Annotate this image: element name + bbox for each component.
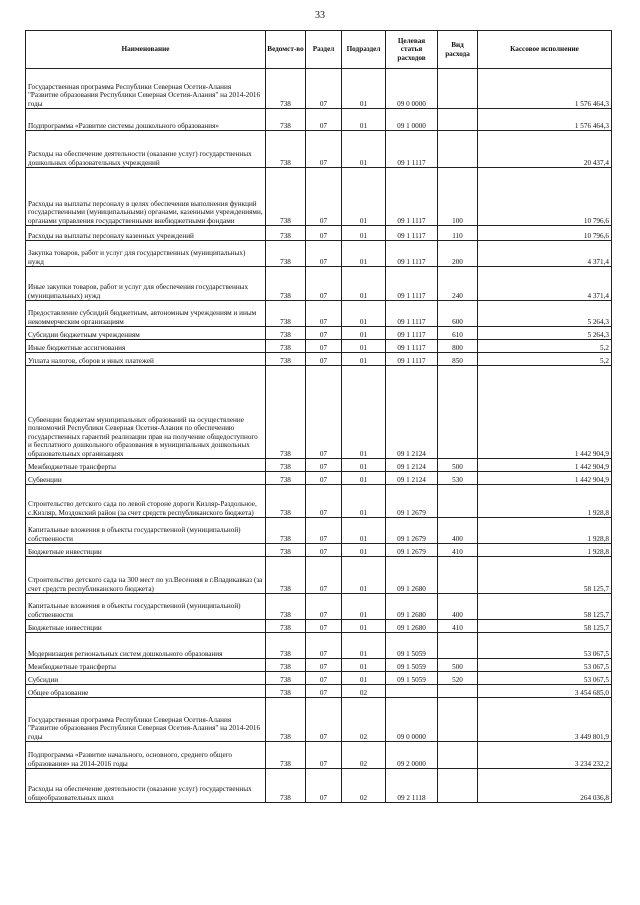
row-section: 07 (306, 131, 342, 168)
table-row (26, 544, 612, 557)
row-section: 07 (306, 168, 342, 226)
row-amount: 5,2 (478, 340, 612, 353)
header-department: Ведомст-во (266, 31, 306, 69)
header-expense-type: Вид расхода (438, 31, 478, 69)
row-expense-type (438, 131, 478, 168)
row-section: 07 (306, 672, 342, 685)
table-header-row (26, 31, 612, 69)
header-section: Раздел (306, 31, 342, 69)
row-target-article: 09 1 1117 (386, 327, 438, 340)
row-department: 738 (266, 168, 306, 226)
row-amount: 3 449 801,9 (478, 698, 612, 742)
row-subsection: 01 (342, 109, 386, 131)
row-amount: 20 437,4 (478, 131, 612, 168)
row-section: 07 (306, 340, 342, 353)
row-expense-type (438, 109, 478, 131)
row-department: 738 (266, 633, 306, 659)
row-department: 738 (266, 241, 306, 267)
row-name: Закупка товаров, работ и услуг для государственных (муниципальных) нужд (26, 241, 266, 267)
row-section: 07 (306, 226, 342, 241)
row-section: 07 (306, 485, 342, 518)
row-amount: 53 067,5 (478, 633, 612, 659)
row-subsection: 01 (342, 518, 386, 544)
header-subsection: Подраздел (342, 31, 386, 69)
row-section: 07 (306, 557, 342, 594)
row-expense-type: 850 (438, 353, 478, 366)
row-expense-type (438, 557, 478, 594)
table-row (26, 109, 612, 131)
row-subsection: 01 (342, 659, 386, 672)
row-expense-type (438, 366, 478, 459)
row-section: 07 (306, 459, 342, 472)
row-department: 738 (266, 594, 306, 620)
row-subsection: 01 (342, 168, 386, 226)
row-name: Субсидии бюджетным учреждениям (26, 327, 266, 340)
row-department: 738 (266, 518, 306, 544)
table-row (26, 742, 612, 769)
row-expense-type: 410 (438, 620, 478, 633)
row-section: 07 (306, 327, 342, 340)
row-subsection: 01 (342, 485, 386, 518)
table-row (26, 485, 612, 518)
row-section: 07 (306, 69, 342, 109)
row-department: 738 (266, 340, 306, 353)
row-section: 07 (306, 659, 342, 672)
row-subsection: 01 (342, 327, 386, 340)
table-row (26, 698, 612, 742)
row-amount: 5 264,3 (478, 327, 612, 340)
row-section: 07 (306, 241, 342, 267)
row-name: Государственная программа Республики Северная Осетия-Алания "Развитие образования Республики Северная Осетия-Алания" на 2014-2016 годы (26, 69, 266, 109)
table-row (26, 131, 612, 168)
row-subsection: 01 (342, 340, 386, 353)
row-department: 738 (266, 659, 306, 672)
row-subsection: 01 (342, 131, 386, 168)
row-section: 07 (306, 301, 342, 327)
row-department: 738 (266, 459, 306, 472)
row-expense-type: 500 (438, 459, 478, 472)
row-target-article: 09 2 1118 (386, 769, 438, 803)
row-subsection: 01 (342, 557, 386, 594)
row-expense-type (438, 769, 478, 803)
row-subsection: 01 (342, 353, 386, 366)
table-row (26, 769, 612, 803)
row-amount: 3 454 685,0 (478, 685, 612, 698)
row-name: Расходы на обеспечение деятельности (оказание услуг) государственных общеобразовательных школ (26, 769, 266, 803)
row-department: 738 (266, 742, 306, 769)
table-row (26, 685, 612, 698)
row-target-article: 09 1 1117 (386, 353, 438, 366)
row-department: 738 (266, 226, 306, 241)
row-department: 738 (266, 109, 306, 131)
table-row (26, 557, 612, 594)
row-subsection: 01 (342, 366, 386, 459)
row-subsection: 02 (342, 698, 386, 742)
row-amount: 58 125,7 (478, 557, 612, 594)
row-name: Государственная программа Республики Северная Осетия-Алания "Развитие образования Республики Северная Осетия-Алания" на 2014-2016 годы (26, 698, 266, 742)
row-expense-type (438, 633, 478, 659)
row-target-article: 09 1 5059 (386, 659, 438, 672)
row-expense-type: 520 (438, 672, 478, 685)
row-name: Субвенции бюджетам муниципальных образований на осуществление полномочий Республики Северная Осетия-Алания по обеспечению государственных гарантий реализации прав на получение общедоступного и бесплатного дошкольного образования в муниципальных дошкольных образовательных организациях (26, 366, 266, 459)
row-section: 07 (306, 267, 342, 301)
row-section: 07 (306, 544, 342, 557)
table-row (26, 327, 612, 340)
row-expense-type (438, 698, 478, 742)
header-cash-execution: Кассовое исполнение (478, 31, 612, 69)
row-expense-type (438, 485, 478, 518)
row-section: 07 (306, 518, 342, 544)
row-name: Подпрограмма «Развитие системы дошкольного образования» (26, 109, 266, 131)
row-name: Расходы на выплаты персоналу в целях обеспечения выполнения функций государственными (муниципальными) органами, казенными учреждениями, органами управления государственными внебюджетными фондами (26, 168, 266, 226)
row-section: 07 (306, 620, 342, 633)
row-amount: 1 928,8 (478, 518, 612, 544)
row-expense-type (438, 69, 478, 109)
row-name: Бюджетные инвестиции (26, 544, 266, 557)
page-number: 33 (315, 10, 325, 21)
row-target-article: 09 1 1117 (386, 340, 438, 353)
row-subsection: 01 (342, 633, 386, 659)
row-expense-type: 100 (438, 168, 478, 226)
row-amount: 1 442 904,9 (478, 472, 612, 485)
row-name: Капитальные вложения в объекты государственной (муниципальной) собственности (26, 518, 266, 544)
row-expense-type: 110 (438, 226, 478, 241)
row-name: Предоставление субсидий бюджетным, автономным учреждениям и иным некоммерческим организациям (26, 301, 266, 327)
row-amount: 1 928,8 (478, 544, 612, 557)
table-row (26, 672, 612, 685)
row-target-article: 09 2 0000 (386, 742, 438, 769)
row-section: 07 (306, 685, 342, 698)
table-row (26, 594, 612, 620)
row-name: Межбюджетные трансферты (26, 459, 266, 472)
row-subsection: 01 (342, 672, 386, 685)
row-expense-type: 240 (438, 267, 478, 301)
row-subsection: 01 (342, 544, 386, 557)
row-target-article: 09 0 0000 (386, 69, 438, 109)
row-expense-type: 530 (438, 472, 478, 485)
row-amount: 5,2 (478, 353, 612, 366)
budget-table (25, 30, 612, 803)
row-name: Строительство детского сада на 300 мест по ул.Весенняя в г.Владикавказ (за счет средств республиканского бюджета) (26, 557, 266, 594)
row-expense-type: 400 (438, 594, 478, 620)
row-target-article: 09 1 2124 (386, 366, 438, 459)
row-name: Уплата налогов, сборов и иных платежей (26, 353, 266, 366)
table-row (26, 366, 612, 459)
row-subsection: 02 (342, 742, 386, 769)
row-expense-type (438, 742, 478, 769)
table-row (26, 633, 612, 659)
table-row (26, 340, 612, 353)
row-name: Капитальные вложения в объекты государственной (муниципальной) собственности (26, 594, 266, 620)
row-target-article: 09 1 2679 (386, 485, 438, 518)
row-department: 738 (266, 620, 306, 633)
row-expense-type: 610 (438, 327, 478, 340)
row-target-article: 09 1 2680 (386, 594, 438, 620)
row-amount: 4 371,4 (478, 241, 612, 267)
row-subsection: 01 (342, 594, 386, 620)
table-row (26, 241, 612, 267)
row-target-article: 09 1 1117 (386, 131, 438, 168)
table-row (26, 620, 612, 633)
row-subsection: 01 (342, 226, 386, 241)
row-department: 738 (266, 353, 306, 366)
row-department: 738 (266, 485, 306, 518)
row-department: 738 (266, 557, 306, 594)
row-amount: 53 067,5 (478, 672, 612, 685)
row-expense-type: 400 (438, 518, 478, 544)
row-section: 07 (306, 698, 342, 742)
row-department: 738 (266, 131, 306, 168)
table-row (26, 659, 612, 672)
row-name: Расходы на выплаты персоналу казенных учреждений (26, 226, 266, 241)
row-expense-type (438, 685, 478, 698)
row-department: 738 (266, 672, 306, 685)
row-subsection: 01 (342, 69, 386, 109)
row-department: 738 (266, 69, 306, 109)
row-target-article: 09 1 1117 (386, 301, 438, 327)
row-target-article: 09 1 2124 (386, 459, 438, 472)
row-section: 07 (306, 742, 342, 769)
row-name: Бюджетные инвестиции (26, 620, 266, 633)
row-section: 07 (306, 472, 342, 485)
table-row (26, 518, 612, 544)
row-amount: 4 371,4 (478, 267, 612, 301)
row-target-article: 09 1 5059 (386, 672, 438, 685)
row-target-article: 09 1 1117 (386, 168, 438, 226)
table-row (26, 168, 612, 226)
table-row (26, 301, 612, 327)
row-subsection: 01 (342, 241, 386, 267)
row-subsection: 02 (342, 769, 386, 803)
table-row (26, 472, 612, 485)
table-row (26, 459, 612, 472)
row-amount: 5 264,3 (478, 301, 612, 327)
row-name: Субвенции (26, 472, 266, 485)
row-section: 07 (306, 366, 342, 459)
row-target-article: 09 1 5059 (386, 633, 438, 659)
row-amount: 10 796,6 (478, 226, 612, 241)
row-amount: 58 125,7 (478, 620, 612, 633)
row-name: Субсидии (26, 672, 266, 685)
row-amount: 1 928,8 (478, 485, 612, 518)
row-department: 738 (266, 267, 306, 301)
row-department: 738 (266, 366, 306, 459)
row-expense-type: 600 (438, 301, 478, 327)
row-amount: 3 234 232,2 (478, 742, 612, 769)
row-target-article: 09 1 1117 (386, 241, 438, 267)
row-target-article: 09 0 0000 (386, 698, 438, 742)
row-department: 738 (266, 472, 306, 485)
row-section: 07 (306, 769, 342, 803)
row-subsection: 01 (342, 301, 386, 327)
row-subsection: 02 (342, 685, 386, 698)
row-target-article: 09 1 2679 (386, 518, 438, 544)
row-name: Межбюджетные трансферты (26, 659, 266, 672)
row-amount: 1 442 904,9 (478, 366, 612, 459)
row-section: 07 (306, 353, 342, 366)
row-amount: 1 576 464,3 (478, 109, 612, 131)
row-target-article: 09 1 2680 (386, 620, 438, 633)
row-target-article: 09 1 1117 (386, 267, 438, 301)
row-expense-type: 200 (438, 241, 478, 267)
row-section: 07 (306, 594, 342, 620)
row-amount: 1 576 464,3 (478, 69, 612, 109)
row-name: Иные закупки товаров, работ и услуг для обеспечения государственных (муниципальных) нужд (26, 267, 266, 301)
row-amount: 58 125,7 (478, 594, 612, 620)
row-expense-type: 800 (438, 340, 478, 353)
row-department: 738 (266, 544, 306, 557)
row-subsection: 01 (342, 472, 386, 485)
header-target-article: Целевая статья расходов (386, 31, 438, 69)
row-amount: 264 036,8 (478, 769, 612, 803)
row-name: Расходы на обеспечение деятельности (оказание услуг) государственных дошкольных образовательных учреждений (26, 131, 266, 168)
row-section: 07 (306, 633, 342, 659)
row-name: Подпрограмма «Развитие начального, основного, среднего общего образования» на 2014-2016 годы (26, 742, 266, 769)
row-amount: 1 442 904,9 (478, 459, 612, 472)
row-target-article: 09 1 2679 (386, 544, 438, 557)
table-row (26, 226, 612, 241)
row-department: 738 (266, 698, 306, 742)
row-department: 738 (266, 685, 306, 698)
row-name: Модернизация региональных систем дошкольного образования (26, 633, 266, 659)
row-target-article: 09 1 1117 (386, 226, 438, 241)
row-department: 738 (266, 301, 306, 327)
row-department: 738 (266, 327, 306, 340)
row-target-article: 09 1 0000 (386, 109, 438, 131)
row-amount: 53 067,5 (478, 659, 612, 672)
header-name: Наименование (26, 31, 266, 69)
row-expense-type: 410 (438, 544, 478, 557)
row-name: Иные бюджетные ассигнования (26, 340, 266, 353)
table-row (26, 353, 612, 366)
row-department: 738 (266, 769, 306, 803)
row-section: 07 (306, 109, 342, 131)
row-target-article: 09 1 2124 (386, 472, 438, 485)
table-row (26, 267, 612, 301)
row-subsection: 01 (342, 267, 386, 301)
row-subsection: 01 (342, 459, 386, 472)
table-row (26, 69, 612, 109)
row-expense-type: 500 (438, 659, 478, 672)
row-amount: 10 796,6 (478, 168, 612, 226)
row-name: Общее образование (26, 685, 266, 698)
row-subsection: 01 (342, 620, 386, 633)
row-name: Строительство детского сада по левой стороне дороги Кизляр-Раздольное, с.Кизляр, Моздокский район (за счет средств республиканского бюджета) (26, 485, 266, 518)
row-target-article (386, 685, 438, 698)
row-target-article: 09 1 2680 (386, 557, 438, 594)
